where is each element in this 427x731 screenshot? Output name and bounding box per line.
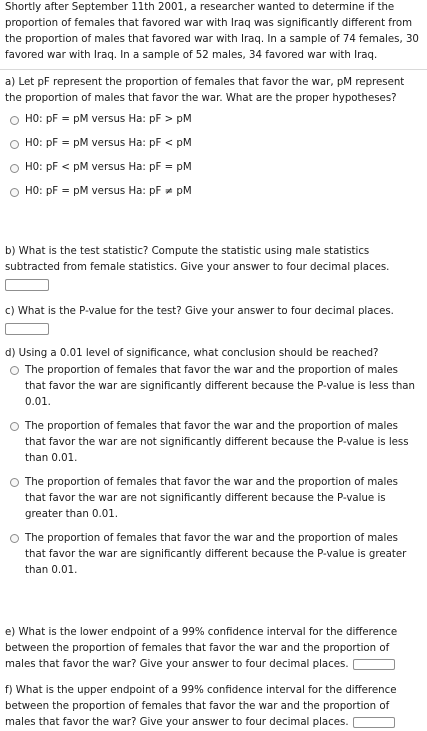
question-b [5, 244, 421, 294]
radio-button[interactable] [10, 366, 19, 375]
question-c-text: c) What is the P-value for the test? Give your answer to four decimal places. [5, 306, 394, 317]
radio-button[interactable] [10, 116, 19, 125]
option-a-4[interactable] [5, 180, 421, 204]
option-label: The proportion of females that favor the war and the proportion of males that favor the war are not significantly different because the P-value is greater than 0.01. [25, 477, 398, 520]
option-d-2[interactable] [5, 419, 421, 467]
option-a-2[interactable] [5, 132, 421, 156]
question-e [5, 625, 421, 673]
answer-f-input[interactable] [353, 717, 395, 728]
option-label: The proportion of females that favor the war and the proportion of males that favor the war are significantly different because the P-value is greater than 0.01. [25, 533, 407, 576]
question-b-text: b) What is the test statistic? Compute the statistic using male statistics subtracted from female statistics. Give your answer to four decimal places. [5, 246, 390, 273]
radio-button[interactable] [10, 164, 19, 173]
option-label: The proportion of females that favor the war and the proportion of males that favor the war are not significantly different because the P-value is less than 0.01. [25, 421, 409, 464]
problem-intro: Shortly after September 11th 2001, a researcher wanted to determine if the proportion of females that favored war with Iraq was significantly different from the proportion of males that favored war with Iraq. In a sample of 74 females, 30 favored war with Iraq. In a sample of 52 males, 34 favored war with Iraq. [5, 2, 419, 61]
question-d-text: d) Using a 0.01 level of significance, what conclusion should be reached? [5, 348, 379, 359]
radio-button[interactable] [10, 422, 19, 431]
question-e-text: e) What is the lower endpoint of a 99% confidence interval for the difference between the proportion of females that favor the war and the proportion of males that favor the war? Give your answer to four decimal places. [5, 627, 398, 670]
divider [0, 69, 427, 70]
option-d-1[interactable] [5, 363, 421, 411]
question-a [5, 75, 421, 204]
radio-button[interactable] [10, 534, 19, 543]
radio-button[interactable] [10, 188, 19, 197]
answer-b-input[interactable] [5, 279, 49, 291]
radio-button[interactable] [10, 140, 19, 149]
option-d-3[interactable] [5, 475, 421, 523]
question-a-options [5, 108, 421, 204]
radio-button[interactable] [10, 478, 19, 487]
option-d-4[interactable] [5, 531, 421, 579]
question-f [5, 683, 421, 731]
question-c [5, 304, 421, 338]
option-a-1[interactable] [5, 108, 421, 132]
answer-c-input[interactable] [5, 323, 49, 335]
question-f-text: f) What is the upper endpoint of a 99% confidence interval for the difference between the proportion of females that favor the war and the proportion of males that favor the war? Give your answer to four decimal places. [5, 685, 397, 728]
question-a-text: a) Let pF represent the proportion of females that favor the war, pM represent the proportion of males that favor the war. What are the proper hypotheses? [5, 77, 405, 104]
question-d [5, 346, 421, 579]
answer-e-input[interactable] [353, 659, 395, 670]
option-label: The proportion of females that favor the war and the proportion of males that favor the war are significantly different because the P-value is less than 0.01. [25, 365, 415, 408]
option-label: H0: pF = pM versus Ha: pF ≠ pM [25, 186, 192, 197]
question-d-options [5, 363, 421, 579]
option-label: H0: pF = pM versus Ha: pF > pM [25, 114, 192, 125]
option-label: H0: pF < pM versus Ha: pF = pM [25, 162, 192, 173]
option-label: H0: pF = pM versus Ha: pF < pM [25, 138, 192, 149]
option-a-3[interactable] [5, 156, 421, 180]
